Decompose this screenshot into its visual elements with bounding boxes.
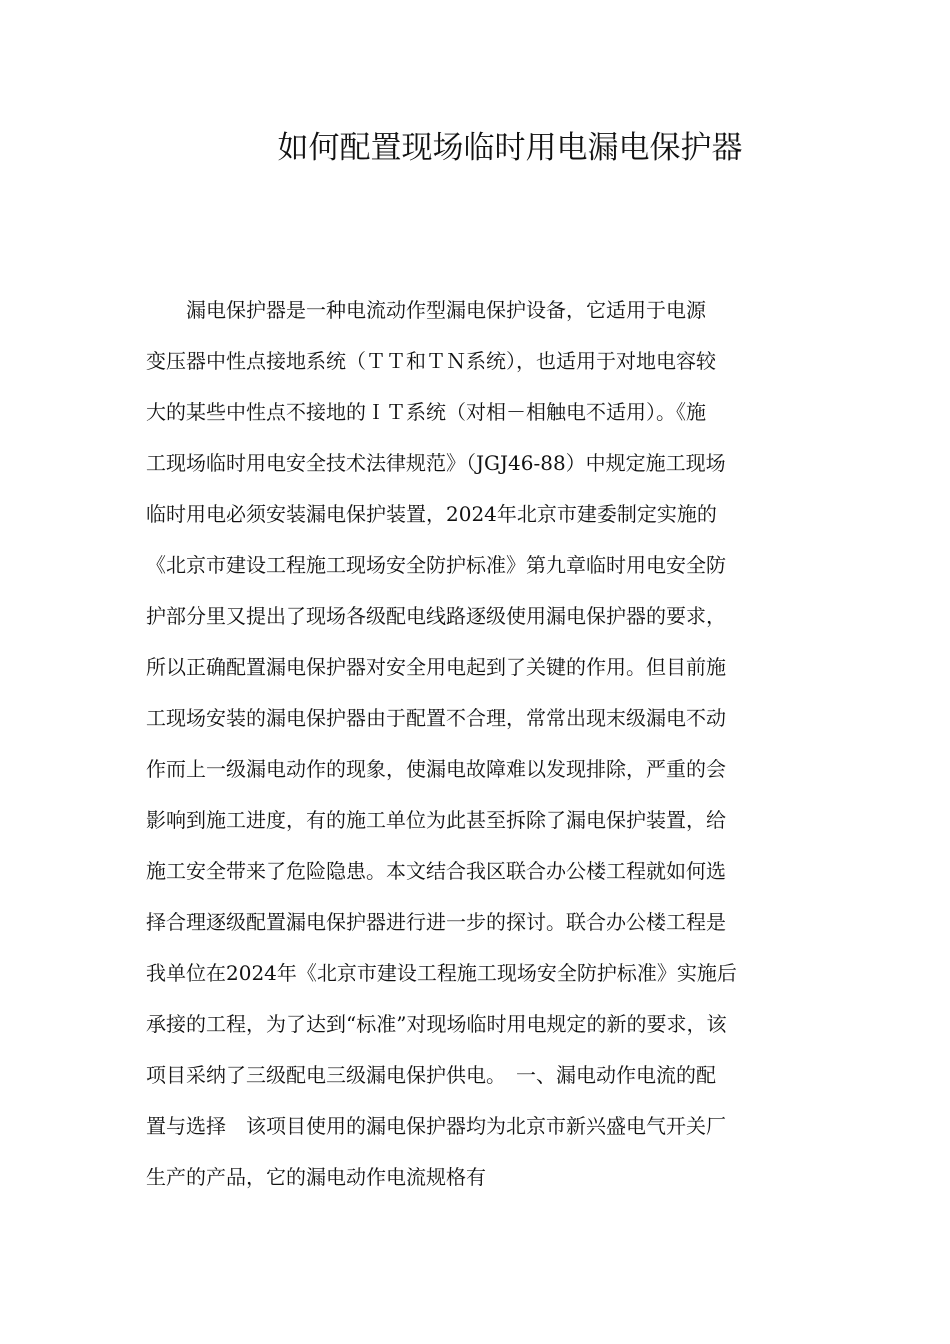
body-line-5: 临时用电必须安装漏电保护装置，2024年北京市建委制定实施的 [146,502,717,526]
body-line-6: 《北京市建设工程施工现场安全防护标准》第九章临时用电安全防 [146,553,726,577]
body-line-14: 我单位在2024年《北京市建设工程施工现场安全防护标准》实施后 [146,961,737,985]
body-line-4: 工现场临时用电安全技术法律规范》（JGJ46-88）中规定施工现场 [146,451,726,475]
body-line-12: 施工安全带来了危险隐患。本文结合我区联合办公楼工程就如何选 [146,859,726,883]
document-title: 如何配置现场临时用电漏电保护器 [277,130,743,166]
body-line-17: 置与选择 该项目使用的漏电保护器均为北京市新兴盛电气开关厂 [146,1114,726,1138]
body-line-15: 承接的工程，为了达到“标准”对现场临时用电规定的新的要求，该 [146,1012,727,1036]
body-line-3: 大的某些中性点不接地的ＩＴ系统（对相－相触电不适用）。《施 [146,400,706,424]
body-line-13: 择合理逐级配置漏电保护器进行进一步的探讨。联合办公楼工程是 [146,910,726,934]
body-line-1: 漏电保护器是一种电流动作型漏电保护设备，它适用于电源 [146,298,706,322]
body-line-8: 所以正确配置漏电保护器对安全用电起到了关键的作用。但目前施 [146,655,726,679]
body-line-9: 工现场安装的漏电保护器由于配置不合理，常常出现末级漏电不动 [146,706,726,730]
body-line-10: 作而上一级漏电动作的现象，使漏电故障难以发现排除，严重的会 [146,757,726,781]
body-line-2: 变压器中性点接地系统（ＴＴ和ＴＮ系统），也适用于对地电容较 [146,349,716,373]
body-line-7: 护部分里又提出了现场各级配电线路逐级使用漏电保护器的要求， [146,604,726,628]
body-line-16: 项目采纳了三级配电三级漏电保护供电。 一、漏电动作电流的配 [146,1063,716,1087]
body-line-18: 生产的产品，它的漏电动作电流规格有 [146,1165,486,1189]
body-line-11: 影响到施工进度，有的施工单位为此甚至拆除了漏电保护装置，给 [146,808,726,832]
